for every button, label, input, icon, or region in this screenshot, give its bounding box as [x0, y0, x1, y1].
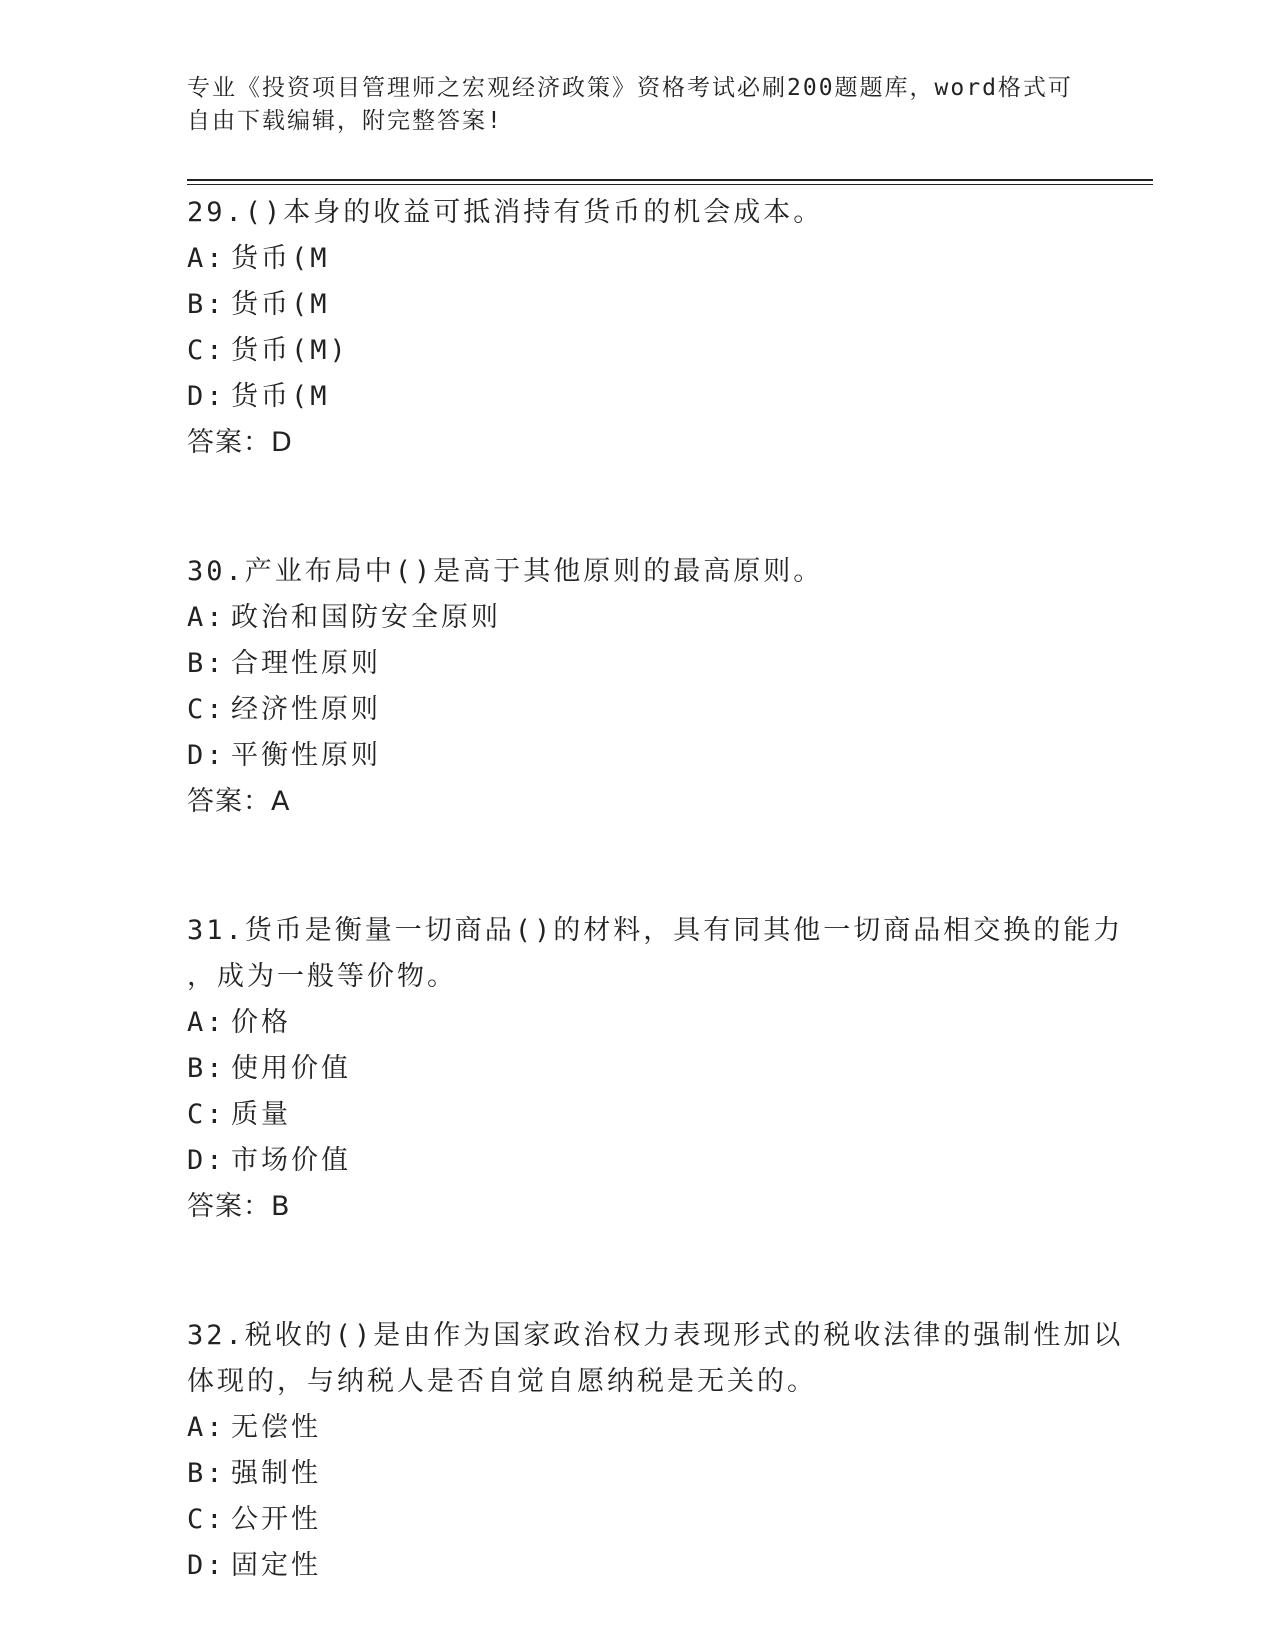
option-key: D:	[187, 1550, 226, 1581]
question-text-line: 31.货币是衡量一切商品()的材料，具有同其他一切商品相交换的能力	[187, 915, 1124, 946]
option-key: B:	[187, 1053, 226, 1084]
option-key: C:	[187, 1504, 226, 1535]
option-text: 货币(M)	[231, 335, 349, 366]
option-key: B:	[187, 1458, 226, 1489]
spacer	[187, 466, 1087, 549]
option-text: 公开性	[231, 1504, 321, 1535]
document-header	[187, 72, 1077, 138]
option-text: 无偿性	[231, 1412, 321, 1443]
question-29	[187, 190, 1087, 466]
option-a	[187, 1405, 1087, 1451]
question-text-line: 30.产业布局中()是高于其他原则的最高原则。	[187, 556, 824, 587]
option-text: 市场价值	[231, 1145, 351, 1176]
option-text: 使用价值	[231, 1053, 351, 1084]
header-divider	[187, 179, 1153, 185]
option-text: 价格	[231, 1007, 291, 1038]
option-b	[187, 1046, 1087, 1092]
option-text: 固定性	[231, 1550, 321, 1581]
question-text-line: 29.()本身的收益可抵消持有货币的机会成本。	[187, 197, 824, 228]
option-d	[187, 374, 1087, 420]
header-line-1: 专业《投资项目管理师之宏观经济政策》资格考试必刷200题题库，word格式可	[187, 75, 1073, 101]
header-line-2: 自由下载编辑，附完整答案!	[187, 108, 503, 134]
option-key: D:	[187, 381, 226, 412]
answer-line: 答案：D	[187, 427, 293, 458]
option-key: C:	[187, 335, 226, 366]
option-key: D:	[187, 740, 226, 771]
option-key: A:	[187, 1412, 226, 1443]
option-a	[187, 236, 1087, 282]
spacer	[187, 825, 1087, 908]
option-key: C:	[187, 694, 226, 725]
spacer	[187, 1230, 1087, 1313]
option-key: A:	[187, 243, 226, 274]
option-c	[187, 1497, 1087, 1543]
option-b	[187, 641, 1087, 687]
question-31	[187, 908, 1124, 1230]
option-key: B:	[187, 289, 226, 320]
question-text-line: 体现的，与纳税人是否自觉自愿纳税是无关的。	[187, 1366, 817, 1397]
answer-line: 答案：B	[187, 1191, 291, 1222]
option-c	[187, 1092, 1087, 1138]
option-text: 强制性	[231, 1458, 321, 1489]
option-d	[187, 1138, 1087, 1184]
question-text	[187, 1313, 1124, 1405]
option-text: 经济性原则	[231, 694, 381, 725]
option-key: A:	[187, 1007, 226, 1038]
question-text-line: 32.税收的()是由作为国家政治权力表现形式的税收法律的强制性加以	[187, 1320, 1124, 1351]
question-text-line: ，成为一般等价物。	[187, 961, 457, 992]
option-text: 货币(M	[231, 243, 330, 274]
answer-line: 答案：A	[187, 786, 291, 817]
option-b	[187, 282, 1087, 328]
option-key: B:	[187, 648, 226, 679]
option-a	[187, 1000, 1087, 1046]
option-text: 货币(M	[231, 381, 330, 412]
option-b	[187, 1451, 1087, 1497]
option-a	[187, 595, 1087, 641]
option-d	[187, 1543, 1087, 1589]
option-d	[187, 733, 1087, 779]
question-list	[187, 190, 1124, 1589]
question-text	[187, 190, 1087, 236]
option-text: 平衡性原则	[231, 740, 381, 771]
option-key: D:	[187, 1145, 226, 1176]
option-text: 货币(M	[231, 289, 330, 320]
option-c	[187, 687, 1087, 733]
question-text	[187, 549, 1087, 595]
option-text: 合理性原则	[231, 648, 381, 679]
option-key: A:	[187, 602, 226, 633]
question-30	[187, 549, 1087, 825]
option-c	[187, 328, 1087, 374]
option-key: C:	[187, 1099, 226, 1130]
question-text	[187, 908, 1124, 1000]
question-32	[187, 1313, 1124, 1589]
option-text: 质量	[231, 1099, 291, 1130]
option-text: 政治和国防安全原则	[231, 602, 501, 633]
